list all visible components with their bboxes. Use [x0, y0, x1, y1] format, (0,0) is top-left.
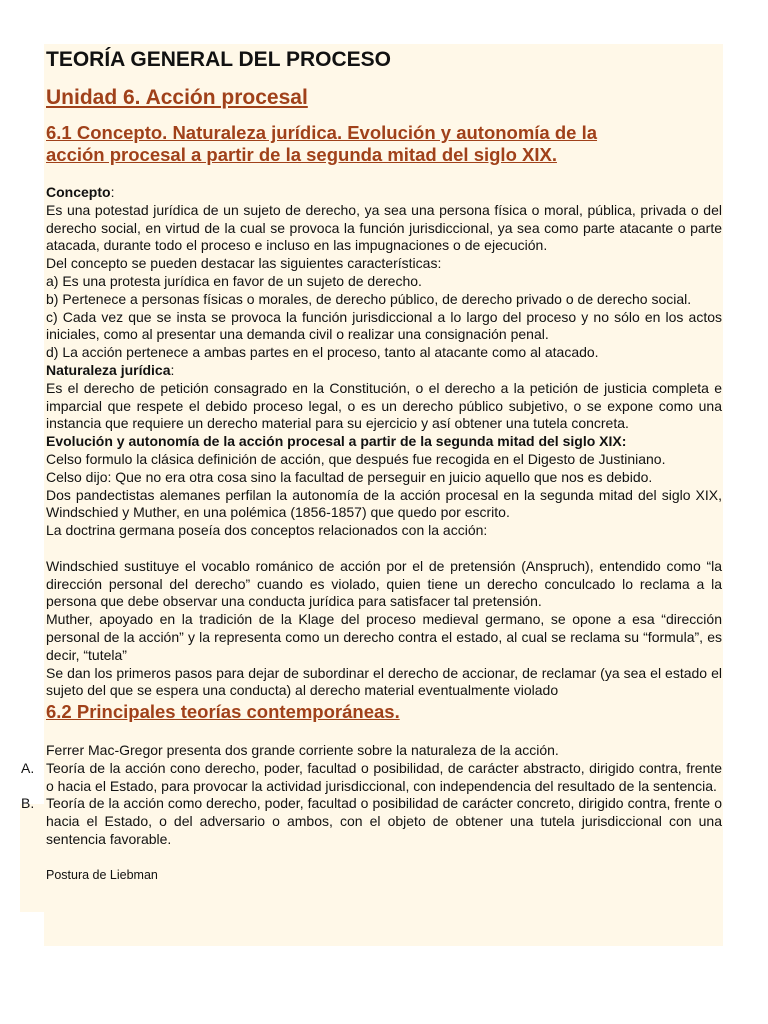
concepto-label: Concepto: [46, 184, 111, 200]
naturaleza-heading: Naturaleza jurídica:: [46, 361, 175, 378]
paragraph-gap: [46, 724, 722, 742]
section-2-heading: 6.2 Principales teorías contemporáneas.: [46, 701, 400, 723]
caracteristica-c: c) Cada vez que se insta se provoca la función jurisdiccional a lo largo del proceso y no sólo en los actos iniciales, como al presentar una demanda civil o realizar una consignación penal.: [46, 308, 722, 343]
postura-liebman: Postura de Liebman: [46, 867, 158, 882]
primeros-pasos-paragraph: Se dan los primeros pasos para dejar de subordinar el derecho de accionar, de reclamar (ya sea el estado el sujeto del que se espera una conducta) al derecho material eventualmente violado: [46, 664, 722, 699]
list-marker-background: [20, 804, 44, 912]
document-title: TEORÍA GENERAL DEL PROCESO: [46, 48, 391, 71]
section-1-heading-line-1: 6.1 Concepto. Naturaleza jurídica. Evolución y autonomía de la: [46, 122, 598, 143]
theory-text-a: Teoría de la acción cono derecho, poder, facultad o posibilidad, de carácter abstracto, dirigido contra, frente o hacia el Estado, para provocar la actividad jurisdiccional, con independencia del resultado de la sentencia.: [46, 759, 722, 794]
section-1-heading-line-2: acción procesal a partir de la segunda mitad del siglo XIX.: [46, 144, 557, 165]
theories-list: [21, 759, 722, 849]
doctrina-paragraph: La doctrina germana poseía dos conceptos relacionados con la acción:: [46, 522, 488, 539]
caracteristica-d: d) La acción pertenece a ambas partes en el proceso, tanto al atacante como al atacado.: [46, 344, 599, 361]
pandectistas-paragraph: Dos pandectistas alemanes perfilan la autonomía de la acción procesal en la segunda mitad del siglo XIX, Windschied y Muther, en una polémica (1856-1857) que quedo por escrito.: [46, 486, 722, 521]
windschied-paragraph: Windschied sustituye el vocablo románico de acción por el de pretensión (Anspruch), entendido como “la dirección personal del derecho” cuando es violado, quien tiene un derecho conculcado lo reclama a la persona que debe observar una conducta jurídica para satisfacer tal pretensión.: [46, 557, 722, 610]
theory-item-b: [21, 795, 722, 848]
paragraph-gap: [46, 540, 722, 558]
caracteristica-a: a) Es una protesta jurídica en favor de un sujeto de derecho.: [46, 272, 422, 289]
caracteristica-b: b) Pertenece a personas físicas o morales, de derecho público, de derecho privado o de derecho social.: [46, 290, 692, 307]
celso-dijo: Celso dijo: Que no era otra cosa sino la facultad de perseguir en juicio aquello que nos es debido.: [46, 468, 653, 485]
naturaleza-label: Naturaleza jurídica: [46, 361, 171, 378]
list-marker-b: B.: [21, 795, 35, 812]
section-2-body: [21, 724, 722, 884]
ferrer-intro: Ferrer Mac-Gregor presenta dos grande corriente sobre la naturaleza de la acción.: [46, 741, 559, 758]
unit-title: Unidad 6. Acción procesal: [46, 86, 308, 109]
concepto-heading: Concepto:: [46, 184, 115, 200]
muther-paragraph: Muther, apoyado en la tradición de la Klage del proceso medieval germano, se opone a esa “dirección personal de la acción” y la representa como un derecho contra el estado, al cual se reclama su “formula”, es decir, “tutela”: [46, 611, 722, 663]
evolucion-heading: Evolución y autonomía de la acción procesal a partir de la segunda mitad del siglo XIX:: [46, 433, 627, 450]
caracteristicas-intro: Del concepto se pueden destacar las siguientes características:: [46, 255, 442, 272]
celso-definicion: Celso formulo la clásica definición de acción, que después fue recogida en el Digesto de Justiniano.: [46, 450, 666, 467]
document-content: [21, 46, 722, 884]
section-1-heading: [46, 122, 722, 166]
naturaleza-paragraph: Es el derecho de petición consagrado en la Constitución, o el derecho a la petición de justicia completa e imparcial que respete el debido proceso legal, o es un derecho público subjetivo, o se expone como una instancia que requiere un derecho material para su ejercicio y así obtener una tutela concreta.: [46, 379, 722, 432]
list-marker-a: A.: [21, 759, 35, 776]
section-1-body: [46, 184, 722, 700]
theory-item-a: [21, 759, 722, 796]
concepto-paragraph: Es una potestad jurídica de un sujeto de derecho, ya sea una persona física o moral, pública, privada o del derecho social, en virtud de la cual se provoca la función jurisdiccional, ya sea como parte atacante o parte atacada, durante todo el proceso e incluso en las impugnaciones o de ejecución.: [46, 201, 722, 254]
theory-text-b: Teoría de la acción como derecho, poder, facultad o posibilidad de carácter concreto, dirigido contra, frente o hacia el Estado, o del adversario o ambos, con el objeto de obtener una tutela jurisdiccional con una sentencia favorable.: [46, 795, 722, 847]
